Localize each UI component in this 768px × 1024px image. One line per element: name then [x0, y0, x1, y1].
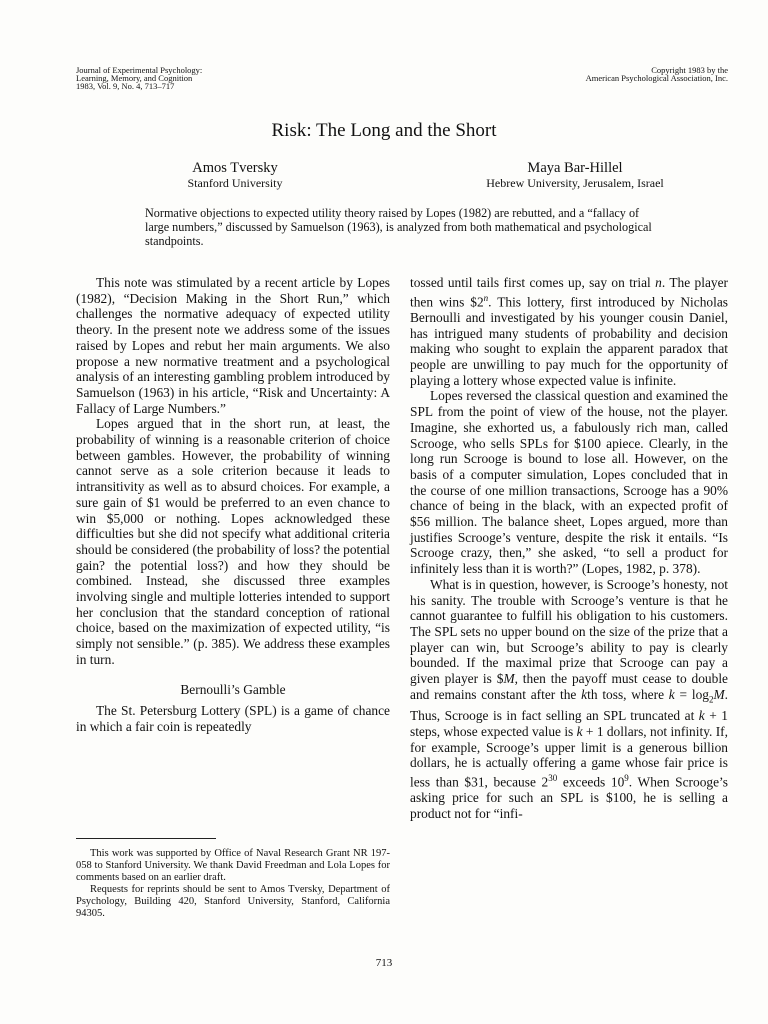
- right-column: [410, 275, 728, 822]
- author-affiliation: Stanford University: [187, 176, 283, 190]
- journal-line: Journal of Experimental Psychology:: [76, 65, 203, 75]
- paragraph: The St. Petersburg Lottery (SPL) is a game of chance in which a fair coin is repeatedly: [76, 703, 390, 734]
- journal-citation: [76, 66, 202, 90]
- author-affiliation: Hebrew University, Jerusalem, Israel: [486, 176, 664, 190]
- paragraph: Lopes reversed the classical question and examined the SPL from the point of view of the house, not the player. Imagine, she exhorted us, a fabulously rich man, called Scrooge, who sells SPLs for $100 apiece. Clearly, in the long run Scrooge is bound to lose all. However, on the basis of a computer simulation, Lopes concluded that in the course of one million transactions, Scrooge has a 90% chance of being in the black, with an expected profit of $56 million. The balance sheet, Lopes argued, more than justifies Scrooge’s venture, despite the risk it entails. “Is Scrooge crazy, then,” she asked, “to sell a product for infinitely less than it is worth?” (Lopes, 1982, p. 378).: [410, 388, 728, 577]
- copyright-line: Copyright 1983 by the: [651, 65, 728, 75]
- paragraph: tossed until tails first comes up, say on trial n. The player then wins $2$^n$. This lottery, first introduced by Nicholas Bernoulli and investigated by his younger cousin Daniel, has intrigued many students of probability and decision making who sought to explain the apparent paradox that people are unwilling to pay much for the opportunity of playing a lottery whose expected value is infinite.: [410, 275, 728, 388]
- page-number: 713: [375, 957, 393, 969]
- paragraph: Lopes argued that in the short run, at least, the probability of winning is a reasonable criterion of choice between gambles. However, the probability of winning cannot serve as a sole criterion because it leads to intransitivity as well as to absurd choices. For example, a sure gain of $1 would be preferred to an even chance to win $5,000 or nothing. Lopes acknowledged these difficulties but she did not specify what additional criteria should be considered (the probability of loss? the potential gain? the potential loss?) and how they should be combined. Instead, she discussed three examples involving single and multiple lotteries intended to support her conclusion that the standard conception of rational choice, based on the maximization of expected utility, “is simply not sensible.” (p. 385). We address these examples in turn.: [76, 416, 390, 667]
- author-name: Amos Tversky: [192, 160, 278, 176]
- copyright-notice: [586, 66, 728, 82]
- copyright-line: American Psychological Association, Inc.: [585, 73, 728, 83]
- paragraph: This note was stimulated by a recent article by Lopes (1982), “Decision Making in the Short Run,” which challenges the normative adequacy of expected utility theory. In the present note we address some of the issues raised by Lopes and rebut her main arguments. We also propose a new normative treatment and a psychological analysis of an interesting gambling problem introduced by Samuelson (1963) in his article, “Risk and Uncertainty: A Fallacy of Large Numbers.”: [76, 275, 390, 416]
- paragraph: What is in question, however, is Scrooge’s honesty, not his sanity. The trouble with Scrooge’s venture is that he cannot guarantee to fulfill his obligation to his customers. The SPL sets no upper bound on the size of the prize that a player can win, but Scrooge’s ability to pay is clearly bounded. If the maximal prize that Scrooge can pay a given player is $M, then the payoff must cease to double and remains constant after the kth toss, where $k = \log_2M$. Thus, Scrooge is in fact selling an SPL truncated at k + 1 steps, whose expected value is k + 1 dollars, not infinity. If, for example, Scrooge’s upper limit is a generous billion dollars, he is actually offering a game whose fair price is less than $31, because $2^{30}$ exceeds $10^9$. When Scrooge’s asking price for such an SPL is $100, he is selling a product not for “infi-: [410, 576, 728, 821]
- author-block: [440, 160, 710, 190]
- footnote: This work was supported by Office of Naval Research Grant NR 197-058 to Stanford University. We thank David Freedman and Lola Lopes for comments based on an earlier draft.: [76, 848, 390, 883]
- author-block: [160, 160, 310, 190]
- footnote: Requests for reprints should be sent to Amos Tversky, Department of Psychology, Building 420, Stanford University, Stanford, California 94305.: [76, 884, 390, 919]
- section-heading: Bernoulli’s Gamble: [180, 681, 286, 697]
- footnote-rule: [76, 838, 216, 839]
- journal-line: 1983, Vol. 9, No. 4, 713–717: [76, 81, 175, 91]
- abstract: Normative objections to expected utility theory raised by Lopes (1982) are rebutted, and a “fallacy of large numbers,” discussed by Samuelson (1963), is analyzed from both mathematical and psychological standpoints.: [145, 206, 652, 248]
- left-column: [76, 275, 390, 735]
- footnotes: [76, 848, 390, 920]
- journal-line: Learning, Memory, and Cognition: [76, 73, 193, 83]
- author-name: Maya Bar-Hillel: [527, 160, 623, 176]
- article-title: Risk: The Long and the Short: [271, 120, 497, 141]
